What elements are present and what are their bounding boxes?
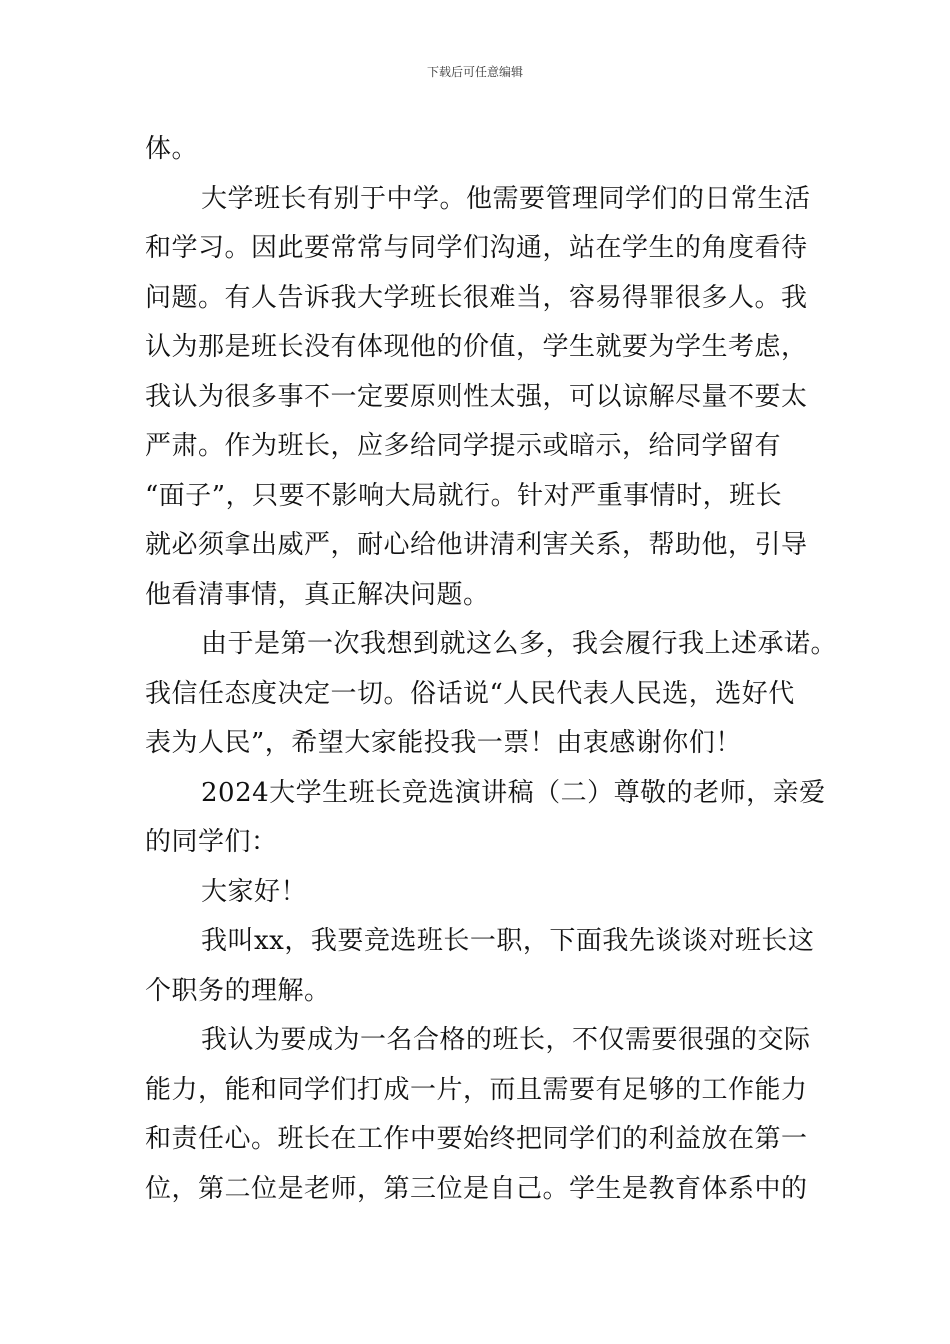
text-line: 我认为要成为一名合格的班长，不仅需要很强的交际 <box>201 1025 811 1055</box>
text-line: 和学习。因此要常常与同学们沟通，站在学生的角度看待 <box>145 233 808 263</box>
text-line: 的同学们： <box>145 827 278 857</box>
text-line: 他看清事情，真正解决问题。 <box>145 579 490 610</box>
text-line: 个职务的理解。 <box>145 975 331 1006</box>
text-line: 和责任心。班长在工作中要始终把同学们的利益放在第一 <box>145 1124 808 1154</box>
document-body <box>145 125 838 1214</box>
text-line: 认为那是班长没有体现他的价值，学生就要为学生考虑， <box>145 332 808 362</box>
text-line: 表为人民”，希望大家能投我一票！由衷感谢你们！ <box>145 728 742 758</box>
text-line: 体。 <box>145 134 199 164</box>
text-line: 位，第二位是老师，第三位是自己。学生是教育体系中的 <box>145 1173 808 1204</box>
text-line: 我信任态度决定一切。俗话说“人民代表人民选，选好代 <box>145 678 795 709</box>
text-line: 能力，能和同学们打成一片，而且需要有足够的工作能力 <box>145 1074 808 1105</box>
text-line: 严肃。作为班长，应多给同学提示或暗示，给同学留有 <box>145 431 782 461</box>
page-header: 下载后可任意编辑 <box>426 65 523 79</box>
text-line: 就必须拿出威严，耐心给他讲清利害关系，帮助他，引导 <box>145 530 808 560</box>
text-line: 由于是第一次我想到就这么多，我会履行我上述承诺。 <box>201 629 838 659</box>
section-heading-line: 2024大学生班长竞选演讲稿（二）尊敬的老师，亲爱 <box>201 777 826 808</box>
text-line: 我叫xx，我要竞选班长一职，下面我先谈谈对班长这 <box>201 926 815 956</box>
text-line: 我认为很多事不一定要原则性太强，可以谅解尽量不要太 <box>145 381 808 412</box>
text-line: 大学班长有别于中学。他需要管理同学们的日常生活 <box>201 183 811 214</box>
text-line: “面子”，只要不影响大局就行。针对严重事情时，班长 <box>145 480 783 511</box>
text-line: 问题。有人告诉我大学班长很难当，容易得罪很多人。我 <box>145 282 808 313</box>
greeting-line: 大家好！ <box>201 876 308 907</box>
